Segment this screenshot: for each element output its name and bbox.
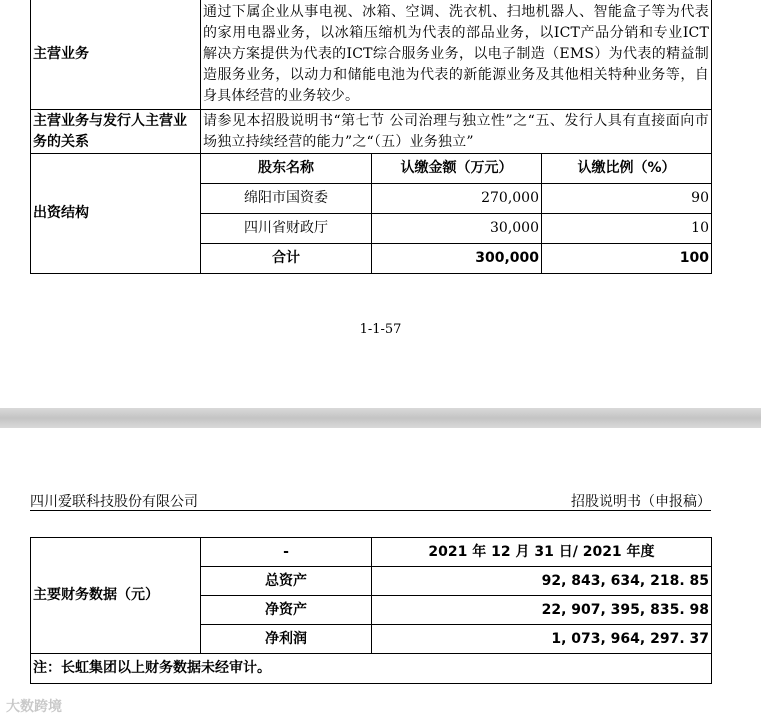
financial-data-table xyxy=(30,537,712,684)
page-header xyxy=(30,491,711,511)
financial-data-label: 主要财务数据（元） xyxy=(31,538,201,654)
shareholder-name: 四川省财政厅 xyxy=(201,214,372,244)
main-business-label: 主营业务 xyxy=(31,0,201,110)
header-dash: - xyxy=(201,538,372,567)
shareholder-name: 绵阳市国资委 xyxy=(201,184,372,214)
page-number: 1-1-57 xyxy=(359,322,402,337)
fin-value: 1, 073, 964, 297. 37 xyxy=(372,625,712,654)
fin-value: 92, 843, 634, 218. 85 xyxy=(372,567,712,596)
capital-structure-label: 出资结构 xyxy=(31,154,201,274)
relation-and-capital-table xyxy=(30,109,712,274)
relation-text: 请参见本招股说明书“第七节 公司治理与独立性”之“五、发行人具有直接面向市场独立持续经营的能力”之“（五）业务独立” xyxy=(201,110,712,154)
company-name: 四川爱联科技股份有限公司 xyxy=(30,494,198,510)
total-amount: 300,000 xyxy=(372,244,542,274)
total-label: 合计 xyxy=(201,244,372,274)
main-business-text: 通过下属企业从事电视、冰箱、空调、洗衣机、扫地机器人、智能盒子等为代表的家用电器业务，以冰箱压缩机为代表的部品业务，以ICT产品分销和专业ICT解决方案提供为代表的ICT综合服务业务，以电子制造（EMS）为代表的精益制造服务业务，以动力和储能电池为代表的新能源业务及其他相关特种业务等，自身具体经营的业务较少。 xyxy=(201,0,712,110)
col-header-ratio: 认缴比例（%） xyxy=(542,154,712,184)
relation-label: 主营业务与发行人主营业务的关系 xyxy=(31,110,201,154)
col-header-shareholder: 股东名称 xyxy=(201,154,372,184)
subscribed-amount: 30,000 xyxy=(372,214,542,244)
subscribed-ratio: 10 xyxy=(542,214,712,244)
col-header-amount: 认缴金额（万元） xyxy=(372,154,542,184)
subscribed-amount: 270,000 xyxy=(372,184,542,214)
fin-item: 净利润 xyxy=(201,625,372,654)
footnote: 注：长虹集团以上财务数据未经审计。 xyxy=(31,654,712,684)
subscribed-ratio: 90 xyxy=(542,184,712,214)
total-ratio: 100 xyxy=(542,244,712,274)
document-title: 招股说明书（申报稿） xyxy=(571,494,711,510)
watermark: 大数跨境 xyxy=(6,699,62,715)
fin-item: 净资产 xyxy=(201,596,372,625)
header-period: 2021 年 12 月 31 日/ 2021 年度 xyxy=(372,538,712,567)
fin-value: 22, 907, 395, 835. 98 xyxy=(372,596,712,625)
page-separator xyxy=(0,408,761,428)
fin-item: 总资产 xyxy=(201,567,372,596)
company-info-table xyxy=(30,0,712,110)
